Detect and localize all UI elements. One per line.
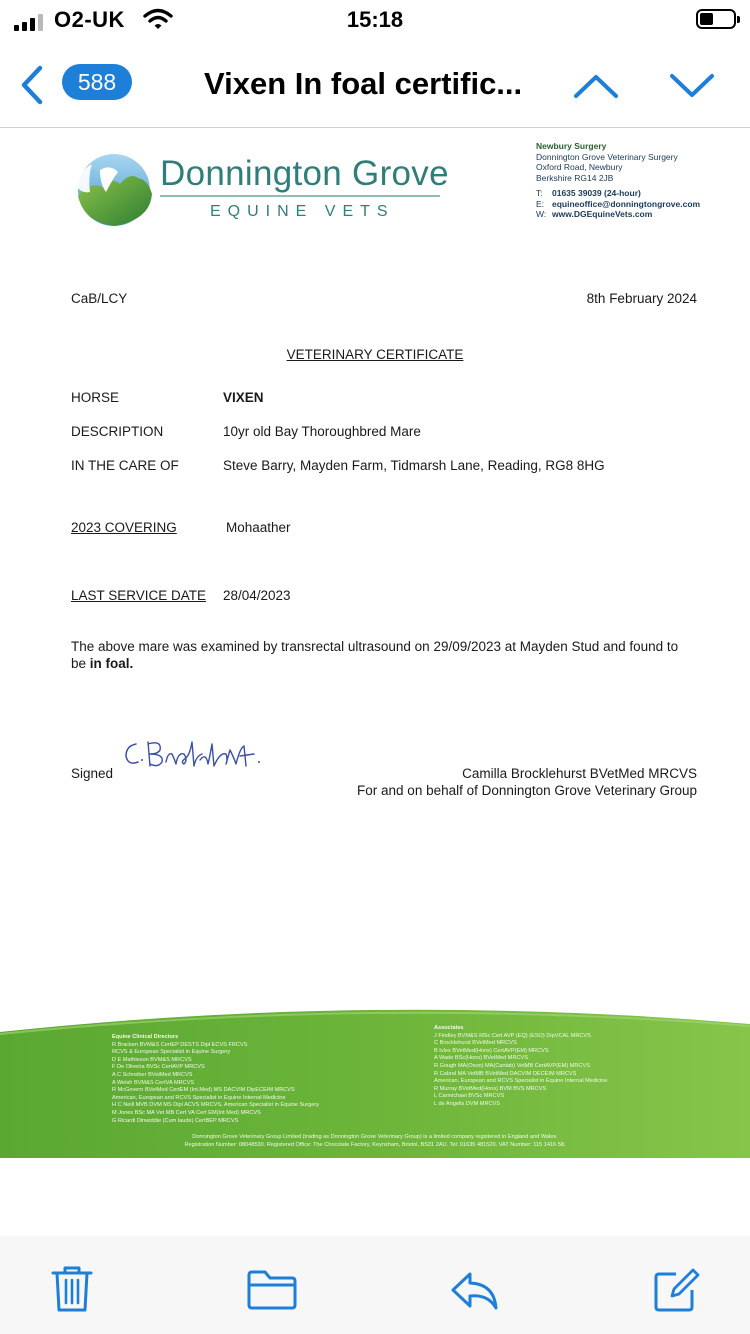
directors-list [112,1034,319,1125]
battery-icon [696,9,736,29]
reply-icon[interactable] [450,1270,500,1312]
status-bar [0,0,750,44]
phone-label: T: [536,188,543,198]
website-label: W: [536,209,547,219]
handwritten-signature [122,738,267,778]
signer-name: Camilla Brocklehurst BVetMed MRCVS [462,766,697,781]
director-line: RCVS & European Specialist in Equine Surgery [112,1049,231,1056]
previous-message-icon[interactable] [572,72,620,100]
associate-line: R Gough MA(Oxon) MA(Cantab) VetMB CertAVP(EM) MRCVS [434,1062,590,1069]
horse-value: VIXEN [223,390,264,405]
website-link[interactable]: www.DGEquineVets.com [552,209,653,219]
director-line: A C Schreiber BVetMed MRCVS [112,1071,193,1078]
examination-text: The above mare was examined by transrectal ultrasound on 29/09/2023 at Mayden Stud and found to be [71,639,679,671]
address-line: Donnington Grove Veterinary Surgery [536,151,678,162]
address-line: Oxford Road, Newbury [536,162,623,172]
care-value: Steve Barry, Mayden Farm, Tidmarsh Lane, Reading, RG8 8HG [223,458,605,473]
director-line: M Jones BSc MA Vet MB Cert VA Cert EM(Int Med) MRCVS [112,1109,261,1116]
trash-icon[interactable] [50,1264,94,1314]
description-label: DESCRIPTION [71,424,164,439]
associate-line: R Murray BVetMed(Hons) BVM BVS MRCVS [434,1085,547,1092]
signed-label: Signed [71,766,114,781]
examination-result: in foal. [89,656,134,671]
director-line: R McGovern BVetMed CertEM (Int.Med) MS DACVIM DipECEIM MRCVS [112,1087,295,1094]
director-line: R Bracken BVM&S CertEP DESTS Dipl ECVS FRCVS [112,1041,248,1048]
associate-line: R Cabral MA VetMB BVetMed DACVIM DECEIM MRCVS [434,1070,577,1077]
certificate-date: 8th February 2024 [586,291,697,306]
next-message-icon[interactable] [668,72,716,100]
certificate-document[interactable] [0,128,750,1158]
examination-statement [71,638,691,672]
associate-line: C Brocklehurst BVetMed MRCVS [434,1040,517,1047]
associate-line: L Carmichael BVSc MRCVS [434,1093,505,1100]
brand-divider [160,195,440,197]
description-value: 10yr old Bay Thoroughbred Mare [223,424,421,439]
unread-count-badge[interactable]: 588 [62,64,132,100]
associate-line: L de Angelis DVM MRCVS [434,1100,501,1107]
email-label: E: [536,198,545,209]
associate-line: A Wade BSc(Hons) BVetMed MRCVS [434,1055,528,1062]
donnington-grove-logo-icon [70,150,158,230]
clock: 15:18 [346,7,404,32]
certificate-heading: VETERINARY CERTIFICATE [286,347,464,362]
signer-block [357,765,697,799]
carrier-name: O2-UK [54,7,125,32]
associate-line: American, European and RCVS Specialist in Equine Internal Medicine [434,1078,608,1085]
surgery-name: Newbury Surgery [536,141,607,151]
director-line: D E Mathieson BVM&S MRCVS [112,1056,192,1063]
email-address[interactable]: equineoffice@donningtongrove.com [552,198,701,209]
horse-label: HORSE [71,390,120,405]
directors-heading: Equine Clinical Directors [112,1034,179,1040]
message-title: Vixen In foal certific... [204,66,523,101]
back-chevron-icon[interactable] [16,64,46,106]
address-line: Berkshire RG14 2JB [536,172,614,183]
director-line: American, European and RCVS Specialist in Equine Internal Medicine [112,1094,286,1101]
covering-label: 2023 COVERING [71,520,177,535]
care-label: IN THE CARE OF [71,458,179,473]
service-date-label: LAST SERVICE DATE [71,588,207,603]
brand-name: Donnington Grove [160,154,449,193]
compose-icon[interactable] [652,1266,700,1314]
letterhead-footer [0,1006,750,1158]
navigation-bar [0,44,750,128]
folder-icon[interactable] [246,1270,298,1310]
service-date-value: 28/04/2023 [223,588,291,603]
director-line: F De Oliveira BVSc CertAVP MRCVS [112,1064,205,1071]
associate-line: B Ivles BVetMed(Hons) CertAVP(EM) MRCVS [434,1047,549,1054]
reference-code: CaB/LCY [71,291,128,306]
bottom-toolbar [0,1236,750,1334]
brand-tagline: EQUINE VETS [210,203,395,220]
company-registration-line: Registration Number: 08048530. Registered Office: The Chocolate Factory, Keynsham, Bristol, BS31 2AU. Tel: 01635 481520. VAT Number: 115 1416 58. [184,1142,566,1148]
covering-value: Mohaather [226,520,291,535]
associates-list [434,1025,608,1109]
company-legal-line: Donnington Grove Veterinary Group Limited (trading as Donnington Grove Veterinary Group) is a limited company registered in England and Wales. [192,1134,558,1140]
director-line: G Ricardi Dinwiddie (Cum laude) CertBEP MRCVS [112,1117,239,1124]
director-line: H C Neill MVB DVM MS Dipl ACVS MRCVS, American Specialist in Equine Surgery [112,1102,320,1109]
surgery-address-block [536,141,700,220]
associate-line: J Findley BVM&S MSc Cert AVP (EQ) (ESO) DipVCAL MRCVS [434,1032,591,1039]
phone-number[interactable]: 01635 39039 (24-hour) [552,188,641,198]
signer-organisation: For and on behalf of Donnington Grove Veterinary Group [357,783,697,798]
director-line: A Welsh BVM&S CertVA MRCVS [112,1079,195,1086]
associates-heading: Associates [434,1025,464,1031]
